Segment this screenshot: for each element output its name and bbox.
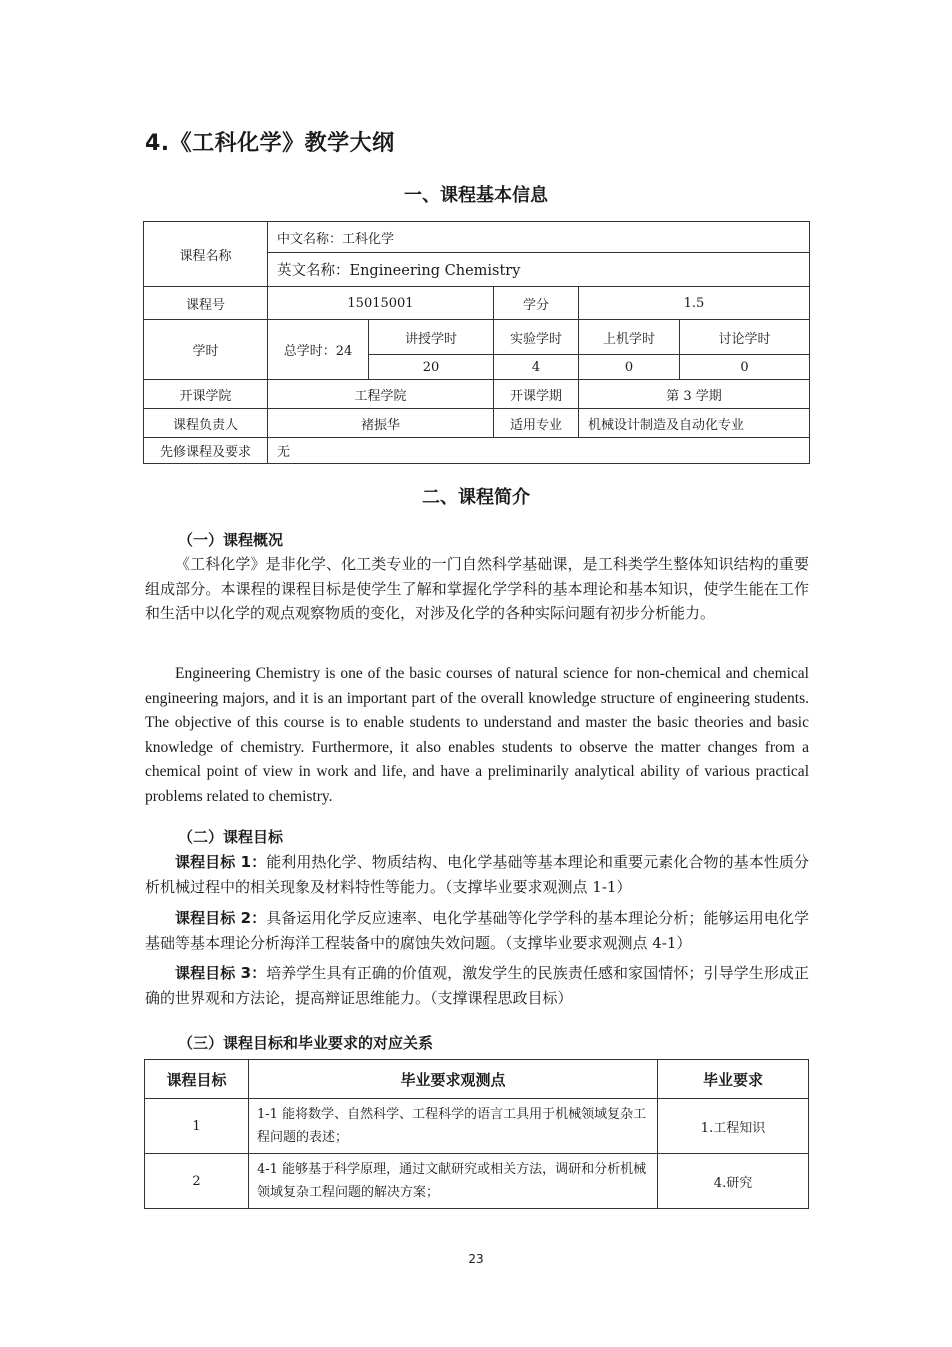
overview-en-paragraph: Engineering Chemistry is one of the basic courses of natural science for non-chemical and chemical engineering majors, and it is an important part of the overall knowledge structure of engineering students. The objective of this course is to enable students to understand and master the basic theories and basic knowledge of chemistry. Furthermore, it also enables students to observe the matter changes from a chemical point of view in work and life, and have a preliminarily analytical ability of various practical problems related to chemistry.	[145, 665, 809, 805]
credit-value: 1.5	[579, 287, 810, 320]
header-graduation-requirement: 毕业要求	[658, 1060, 809, 1099]
label-hours: 学时	[144, 320, 268, 380]
row-goal: 2	[145, 1154, 249, 1209]
prerequisite-value: 无	[268, 438, 810, 464]
row-requirement: 1.工程知识	[658, 1099, 809, 1154]
major-value: 机械设计制造及自动化专业	[579, 409, 810, 438]
objectives-heading: （二）课程目标	[178, 828, 284, 846]
discussion-hours: 0	[680, 355, 810, 380]
course-cn-name: 中文名称：工科化学	[268, 222, 810, 253]
label-discussion-hours: 讨论学时	[680, 320, 810, 355]
header-observation-point: 毕业要求观测点	[249, 1060, 658, 1099]
label-leader: 课程负责人	[144, 409, 268, 438]
row-requirement: 4.研究	[658, 1154, 809, 1209]
overview-cn-paragraph: 《工科化学》是非化学、化工类专业的一门自然科学基础课，是工科类学生整体知识结构的重要组成部分。本课程的课程目标是使学生了解和掌握化学学科的基本理论和基本知识，使学生能在工作和生活中以化学的观点观察物质的变化，对涉及化学的各种实际问题有初步分析能力。	[145, 555, 809, 622]
objective-1	[145, 850, 809, 899]
label-credit: 学分	[494, 287, 579, 320]
overview-heading: （一）课程概况	[178, 531, 284, 549]
leader-value: 褚振华	[268, 409, 494, 438]
objective-3-label: 课程目标 3：	[175, 964, 267, 982]
row-observation-point: 4-1 能够基于科学原理，通过文献研究或相关方法，调研和分析机械领域复杂工程问题的解决方案；	[249, 1154, 658, 1209]
page-number: 23	[468, 1252, 484, 1266]
label-major: 适用专业	[494, 409, 579, 438]
objective-2-label: 课程目标 2：	[175, 909, 267, 927]
label-course-name: 课程名称	[144, 222, 268, 287]
objective-2	[145, 906, 809, 955]
course-en-name: 英文名称：Engineering Chemistry	[268, 253, 810, 287]
lecture-hours: 20	[369, 355, 494, 380]
label-computer-hours: 上机学时	[579, 320, 680, 355]
row-goal: 1	[145, 1099, 249, 1154]
objective-3-text: 培养学生具有正确的价值观，激发学生的民族责任感和家国情怀；引导学生形成正确的世界观和方法论，提高辩证思维能力。（支撑课程思政目标）	[145, 964, 809, 1007]
objective-2-text: 具备运用化学反应速率、电化学基础等化学学科的基本理论分析；能够运用电化学基础等基本理论分析海洋工程装备中的腐蚀失效问题。（支撑毕业要求观测点 4-1）	[145, 909, 809, 952]
total-hours: 总学时：24	[268, 320, 369, 380]
computer-hours: 0	[579, 355, 680, 380]
header-course-objective: 课程目标	[145, 1060, 249, 1099]
objective-1-label: 课程目标 1：	[175, 853, 267, 871]
objective-requirement-table	[144, 1059, 809, 1209]
mapping-heading: （三）课程目标和毕业要求的对应关系	[178, 1034, 434, 1052]
label-school: 开课学院	[144, 380, 268, 409]
school-value: 工程学院	[268, 380, 494, 409]
table-row	[145, 1154, 809, 1209]
document-title: 4.《工科化学》教学大纲	[145, 131, 395, 156]
label-lab-hours: 实验学时	[494, 320, 579, 355]
course-info-table	[143, 221, 810, 464]
section-title-basic-info: 一、课程基本信息	[404, 185, 548, 206]
label-term: 开课学期	[494, 380, 579, 409]
section-title-intro: 二、课程简介	[422, 487, 530, 508]
lab-hours: 4	[494, 355, 579, 380]
objective-1-text: 能利用热化学、物质结构、电化学基础等基本理论和重要元素化合物的基本性质分析机械过程中的相关现象及材料特性等能力。（支撑毕业要求观测点 1-1）	[145, 853, 809, 896]
objective-3	[145, 961, 809, 1010]
row-observation-point: 1-1 能将数学、自然科学、工程科学的语言工具用于机械领域复杂工程问题的表述；	[249, 1099, 658, 1154]
label-course-code: 课程号	[144, 287, 268, 320]
term-value: 第 3 学期	[579, 380, 810, 409]
table-row	[145, 1099, 809, 1154]
label-lecture-hours: 讲授学时	[369, 320, 494, 355]
label-prerequisite: 先修课程及要求	[144, 438, 268, 464]
course-code: 15015001	[268, 287, 494, 320]
